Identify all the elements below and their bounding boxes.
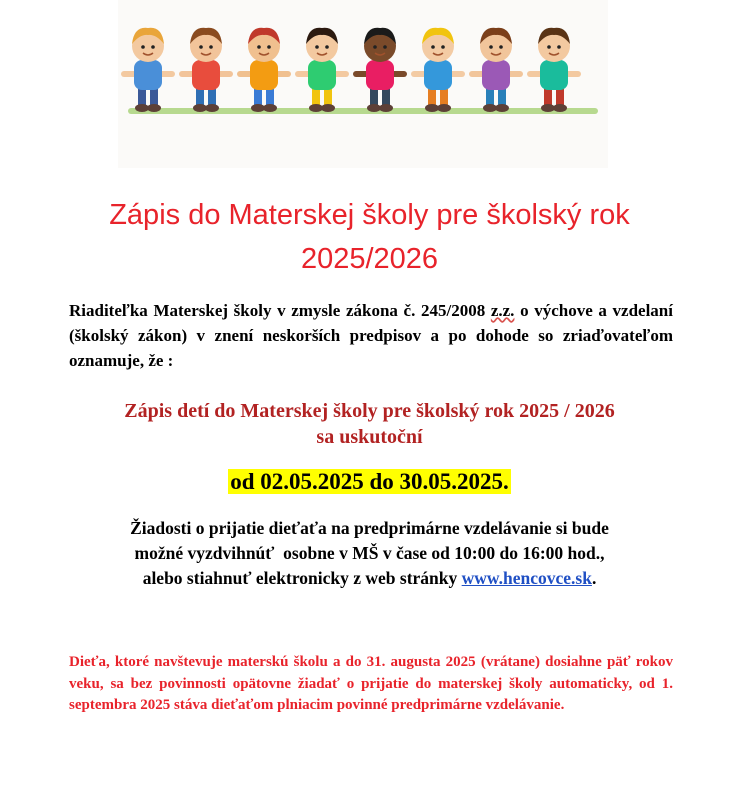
child-figure bbox=[298, 28, 346, 112]
enrollment-dates bbox=[0, 466, 739, 498]
child-figure bbox=[414, 28, 462, 112]
application-line3 bbox=[60, 566, 679, 591]
child-figure bbox=[472, 28, 520, 112]
application-info bbox=[60, 516, 679, 591]
law-abbreviation: z.z. bbox=[490, 301, 515, 320]
child-figure bbox=[356, 28, 404, 112]
children-holding-hands-icon bbox=[118, 0, 608, 168]
application-line2: možné vyzdvihnúť osobne v MŠ v čase od 10:00 do 16:00 hod., bbox=[134, 543, 605, 563]
child-figure bbox=[124, 28, 172, 112]
enrollment-heading-line1: Zápis detí do Materskej školy pre školský rok 2025 / 2026 bbox=[124, 400, 615, 422]
application-line3-end: . bbox=[591, 568, 597, 588]
page-title-line2: 2025/2026 bbox=[300, 243, 439, 275]
enrollment-heading-line2: sa uskutoční bbox=[316, 426, 423, 448]
compulsory-education-note: Dieťa, ktoré navštevuje materskú školu a do 31. augusta 2025 (vrátane) dosiahne päť rokov veku, sa bez povinnosti opätovne žiadať o prijatie do materskej školy automaticky, od 1. septembra 2025 stáva dieťaťom plniacim povinné predprimárne vzdelávanie. bbox=[69, 654, 673, 713]
intro-paragraph bbox=[69, 298, 673, 373]
page-title-line1: Zápis do Materskej školy pre školský rok bbox=[109, 199, 630, 231]
intro-text-after: o výchove a vzdelaní (školský zákon) v znení neskorších predpisov a po dohode so zriaďovateľom oznamuje, že : bbox=[69, 301, 673, 370]
child-figure bbox=[240, 28, 288, 112]
intro-text-before: Riaditeľka Materskej školy v zmysle zákona č. 245/2008 bbox=[69, 301, 491, 320]
application-line1: Žiadosti o prijatie dieťaťa na predprimárne vzdelávanie si bude bbox=[130, 518, 609, 538]
application-line3-text: alebo stiahnuť elektronicky z web stránky bbox=[142, 568, 462, 588]
child-figure bbox=[182, 28, 230, 112]
website-link[interactable]: www.hencovce.sk bbox=[461, 568, 592, 588]
children-banner-image bbox=[118, 0, 608, 168]
enrollment-dates-highlight: od 02.05.2025 do 30.05.2025. bbox=[230, 469, 509, 494]
child-figure bbox=[530, 28, 578, 112]
